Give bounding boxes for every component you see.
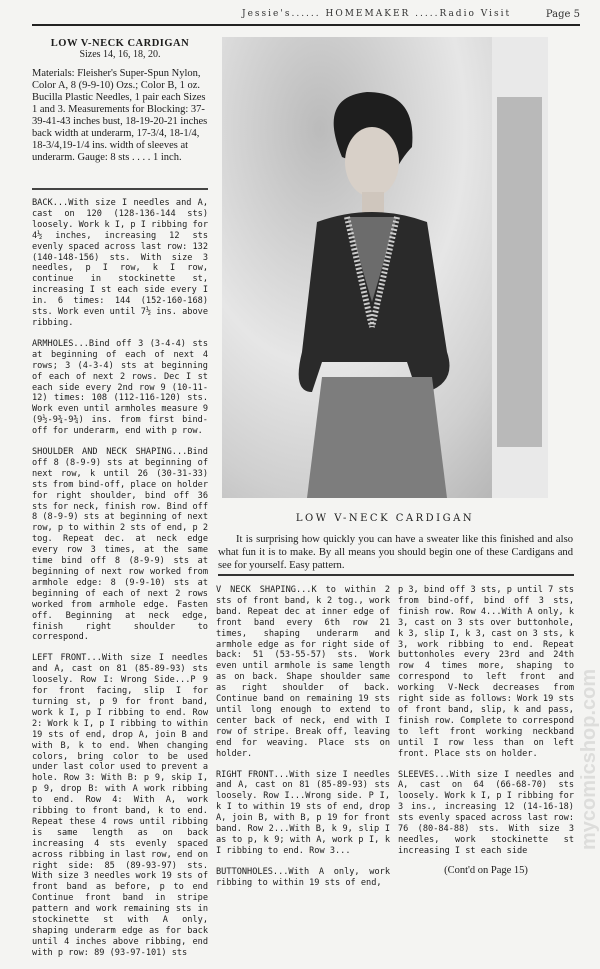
left-front-instructions: LEFT FRONT...With size I needles and A, cast on 81 (85-89-93) sts loosely. Row I: Wrong Side...P 9 for front facing, slip I for turning st, p 9 for front band, work k I, p I ribbing to end. Row 2: Work k I, p I ribbing to within 19 sts of end, drop A, join B and with B, k to end. When changing colors, bring color to be used under last color used to prevent a hole. Row 3: With B: p 9, skip I, p 9, drop B: with A work ribbing to end. Row 4: With A, work ribbing to front band, k to end. Repeat these 4 rows until ribbing is same length as on back increasing 4 sts evenly spaced across ribbing in last row, end on right side: 85 (89-93-97) sts. With size 3 needles work 19 sts of front band as before, p to end Continue front band in stripe pattern and work remaining sts in stockinette st with A only, shaping underarm edge as for back until 4 inches above ribbing, end with p row: 89 (93-97-101) sts (32, 653, 208, 958)
v-neck-shaping-instructions: V NECK SHAPING...K to within 2 sts of front band, k 2 tog., work band. Repeat dec at inner edge of front band every 6th row 21 times, shaping underarm and armhole edge as for right side of back: 51 (53-55-57) sts. Work even until armhole is same length as on back. Shape shoulder same as right shoulder of back. Continue band on remaining 19 sts until long enough to extend to center back of neck, end with I row of stripe. Break off, leaving end for weaving. Place sts on holder. (216, 585, 390, 759)
armholes-instructions: ARMHOLES...Bind off 3 (3-4-4) sts at beginning of each of next 4 rows; 3 (4-3-4) sts at beginning of each of next 2 rows. Dec I st each side every 2nd row 9 (10-11-12) times: 108 (112-116-120) sts. Work even until armholes measure 9 (9½-9¾-9¾) ins. from first bind-off for underarm, end with p row. (32, 338, 208, 437)
shoulder-neck-instructions: SHOULDER AND NECK SHAPING...Bind off 8 (8-9-9) sts at beginning of next row, k until 26 (30-31-33) sts from bind-off, place on holder for right shoulder, bind off 36 sts for neck, finish row. Bind off 8 (8-9-9) sts at beginning of next row, p to within 2 sts of end, p 2 tog. Repeat dec. at neck edge every row 3 times, at the same time bind off 8 (8-9-9) sts at beginning of next row worked from armhole edge: 8 (9-9-10) sts at beginning of each of next 2 rows worked from armhole edge. Fasten off. Beginning at neck edge, finish right shoulder to correspond. (32, 447, 208, 643)
buttonholes-instructions: BUTTONHOLES...With A only, work ribbing to within 19 sts of end, (216, 866, 390, 888)
watermark: mycomicshop.com (578, 668, 600, 850)
left-column (32, 198, 208, 969)
page-header (32, 6, 580, 26)
pattern-title: LOW V-NECK CARDIGAN (50, 38, 190, 49)
pattern-materials: Materials: Fleisher's Super-Spun Nylon, Color A, 8 (9-9-10) Ozs.; Color B, 1 oz. Bucilla Plastic Needles, 1 pair each Sizes 1 and 3. Measurements for Blocking: 37-39-41-43 inches bust, 18-19-20-21 inches back width at underarm, 17-3/4, 18-1/4, 18-3/4,19-1/4 ins. width of sleeves at underarm. Gauge: 8 sts . . . . 1 inch. (32, 68, 208, 163)
right-front-instructions: RIGHT FRONT...With size I needles and A, cast on 81 (85-89-93) sts loosely. Row I...Wrong side. P I, k I to within 19 sts of end, drop A, join B, with B, p 19 for front band. Row 2...With B, k 9, slip I as to p, k 9; with A, work p I, k I ribbing to end. Row 3... (216, 769, 390, 856)
divider (218, 574, 574, 576)
header-title: Jessie's...... HOMEMAKER .....Radio Visit (242, 9, 512, 19)
model-illustration (222, 37, 548, 498)
pattern-sizes: Sizes 14, 16, 18, 20. (79, 49, 161, 60)
page-number: Page 5 (545, 9, 580, 20)
middle-column (216, 585, 390, 899)
cardigan-photo (222, 37, 548, 498)
back-instructions: BACK...With size I needles and A, cast on 120 (128-136-144 sts) loosely. Work k I, p I ribbing for 4½ inches, increasing 12 sts evenly spaced across last row: 132 (140-148-156) sts. With size 3 needles, p I row, k I row, continue in stockinette st, increasing I st each side every I in. 6 times: 144 (152-160-168) sts. Work even until 7½ ins. above ribbing. (32, 198, 208, 328)
divider (32, 188, 208, 190)
buttonholes-continued: p 3, bind off 3 sts, p until 7 sts from bind-off, bind off 3 sts, finish row. Row 4...With A only, k 3, cast on 3 sts over buttonhole, k 3, slip I, k 3, cast on 3 sts, k 3, work ribbing to end. Repeat buttonholes every 23rd and 24th row 4 times more, shaping to correspond to left front and working V-Neck decreases from right side as follows: Work 19 sts of front band, slip, k and pass, finish row. Complete to correspond to left front working neckband until I row less than on left front. Place sts on holder. (398, 585, 574, 759)
photo-caption: LOW V-NECK CARDIGAN (295, 513, 475, 524)
intro-text: It is surprising how quickly you can have a sweater like this finished and also what fun it is to make. By all means you should begin one of these Cardigans and see for yourself. Easy pattern. (218, 534, 573, 571)
sleeves-instructions: SLEEVES...With size I needles and A, cast on 64 (66-68-70) sts loosely. Work k I, p I ribbing for 3 ins., increasing 12 (14-16-18) sts evenly spaced across last row: 76 (80-84-88) sts. With size 3 needles, work stockinette st increasing I st each side (398, 769, 574, 856)
continued-note: (Cont'd on Page 15) (444, 864, 528, 876)
pattern-info (32, 38, 208, 164)
right-column (398, 585, 574, 876)
